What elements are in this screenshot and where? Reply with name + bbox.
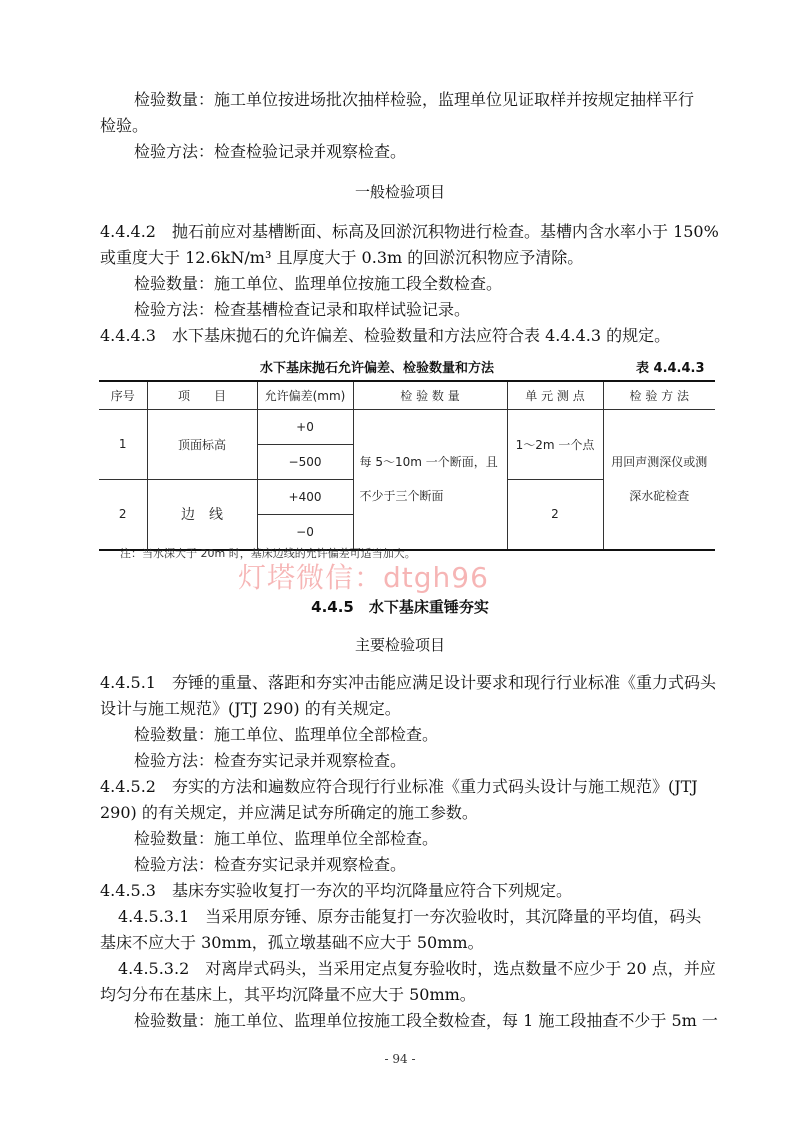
- quantity-cell: 每 5～10m 一个断面，且不少于三个断面: [353, 409, 507, 550]
- clause-4442-method: 检验方法：检查基槽检查记录和取样试验记录。: [134, 300, 471, 319]
- table-note: 注：当水深大于 20m 时，基床边线的允许偏差可适当加大。: [120, 547, 416, 560]
- row2-item: 边 线: [147, 479, 257, 550]
- clause-4443: 4.4.4.3 水下基床抛石的允许偏差、检验数量和方法应符合表 4.4.4.3 的规定。: [100, 326, 671, 345]
- header-no: 序号: [99, 381, 147, 409]
- clause-44531-line1: 4.4.5.3.1 当采用原夯锤、原夯击能复打一夯次验收时，其沉降量的平均值，码头: [118, 907, 702, 926]
- row2-no: 2: [99, 479, 147, 550]
- header-points: 单 元 测 点: [507, 381, 603, 409]
- row1-item: 顶面标高: [147, 409, 257, 479]
- header-deviation: 允许偏差(mm): [257, 381, 353, 409]
- row2-deviation: [257, 479, 353, 550]
- section-title-445: 4.4.5 水下基床重锤夯实: [311, 598, 489, 616]
- clause-4451-line2: 设计与施工规范》(JTJ 290) 的有关规定。: [100, 699, 401, 718]
- clause-4452-method: 检验方法：检查夯实记录并观察检查。: [134, 855, 407, 874]
- clause-44532-line1: 4.4.5.3.2 对离岸式码头，当采用定点复夯验收时，选点数量不应少于 20 点，并应: [118, 959, 716, 978]
- clause-4452-line2: 290) 的有关规定，并应满足试夯所确定的施工参数。: [100, 803, 478, 822]
- row1-points: 1～2m 一个点: [507, 409, 603, 479]
- header-method: 检 验 方 法: [603, 381, 715, 409]
- row1-no: 1: [99, 409, 147, 479]
- clause-4442-quantity: 检验数量：施工单位、监理单位按施工段全数检查。: [134, 274, 503, 293]
- row2-dev-lower: −0: [258, 514, 353, 549]
- header-item: 项 目: [147, 381, 257, 409]
- clause-4452-quantity: 检验数量：施工单位、监理单位全部检查。: [134, 829, 439, 848]
- paragraph-line: 检验数量：施工单位按进场批次抽样检验，监理单位见证取样并按规定抽样平行: [134, 90, 695, 109]
- table-title: 水下基床抛石允许偏差、检验数量和方法: [260, 361, 495, 376]
- clause-4451-method: 检验方法：检查夯实记录并观察检查。: [134, 751, 407, 770]
- row1-dev-lower: −500: [258, 444, 353, 479]
- table-number: 表 4.4.4.3: [636, 361, 705, 376]
- page-number: - 94 -: [384, 1052, 416, 1066]
- clause-4452-line1: 4.4.5.2 夯实的方法和遍数应符合现行行业标准《重力式码头设计与施工规范》(JTJ: [100, 777, 698, 796]
- method-cell: 用回声测深仪或测深水砣检查: [603, 409, 715, 550]
- clause-4451-line1: 4.4.5.1 夯锤的重量、落距和夯实冲击能应满足设计要求和现行行业标准《重力式码头: [100, 673, 716, 692]
- paragraph-line: 检验。: [100, 116, 149, 135]
- clause-4451-quantity: 检验数量：施工单位、监理单位全部检查。: [134, 725, 439, 744]
- table-row: [99, 409, 715, 479]
- clause-44531-line2: 基床不应大于 30mm，孤立墩基础不应大于 50mm。: [100, 933, 484, 952]
- row1-deviation: [257, 409, 353, 479]
- clause-44532-line2: 均匀分布在基床上，其平均沉降量不应大于 50mm。: [100, 985, 476, 1004]
- watermark-text: 灯塔微信：dtgh96: [238, 561, 489, 594]
- inspection-quantity-line: 检验数量：施工单位、监理单位按施工段全数检查，每 1 施工段抽查不少于 5m 一: [134, 1011, 718, 1030]
- clause-4442-line1: 4.4.4.2 抛石前应对基槽断面、标高及回淤沉积物进行检查。基槽内含水率小于 150%: [100, 222, 719, 241]
- clause-4442-line2: 或重度大于 12.6kN/m³ 且厚度大于 0.3m 的回淤沉积物应予清除。: [100, 248, 584, 267]
- header-quantity: 检 验 数 量: [353, 381, 507, 409]
- row2-points: 2: [507, 479, 603, 550]
- row2-dev-upper: +400: [288, 489, 322, 504]
- clause-4453: 4.4.5.3 基床夯实验收复打一夯次的平均沉降量应符合下列规定。: [100, 881, 572, 900]
- paragraph-line: 检验方法：检查检验记录并观察检查。: [134, 142, 407, 161]
- section-heading-general: 一般检验项目: [354, 183, 445, 201]
- row1-dev-upper: +0: [296, 419, 314, 434]
- tolerance-table: [99, 380, 715, 551]
- section-heading-main: 主要检验项目: [354, 636, 445, 654]
